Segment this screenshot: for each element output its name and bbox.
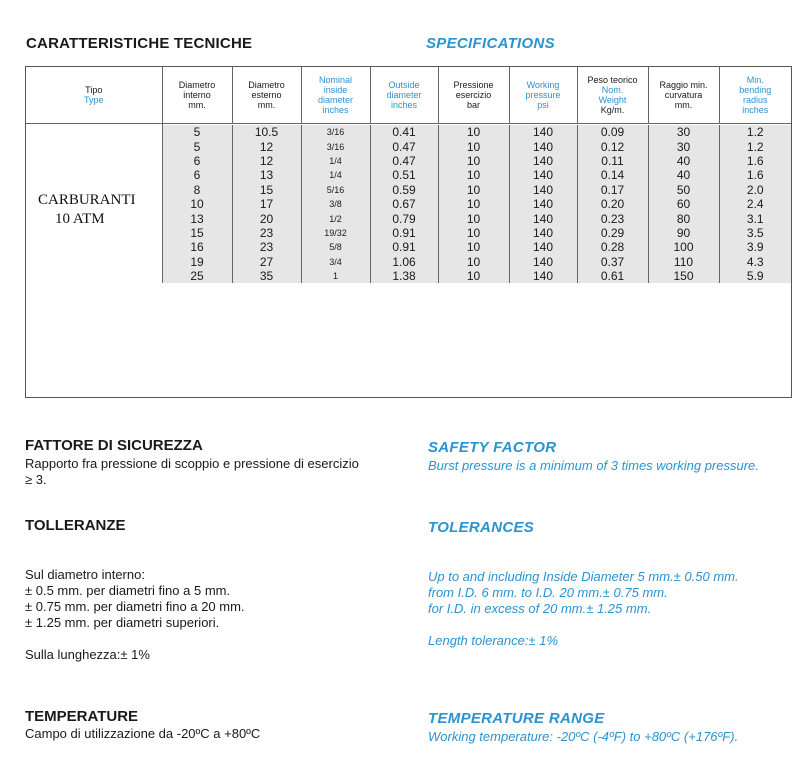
- table-cell: 0.59: [370, 183, 438, 197]
- tolerances-text-it: [25, 567, 245, 663]
- table-cell: 27: [232, 255, 301, 269]
- table-cell: 1.2: [719, 125, 791, 139]
- table-cell: 10: [438, 139, 509, 153]
- table-cell: 0.79: [370, 211, 438, 225]
- table-cell: 30: [648, 125, 719, 139]
- table-cell: 10: [438, 183, 509, 197]
- table-cell: 140: [509, 168, 577, 182]
- table-cell: 20: [232, 211, 301, 225]
- table-cell: 25: [162, 269, 232, 283]
- table-cell: 1: [301, 269, 370, 283]
- col-header-line: Peso teorico: [587, 75, 638, 85]
- col-header-line: Nominal: [318, 75, 352, 85]
- table-cell: 10: [438, 240, 509, 254]
- table-cell: 1.38: [370, 269, 438, 283]
- table-cell-type: [26, 125, 162, 139]
- temperature-title-it: TEMPERATURE: [25, 708, 139, 725]
- col-header-diametro-esterno: [232, 67, 301, 124]
- table-cell-type: [26, 269, 162, 283]
- table-row: [26, 168, 791, 182]
- table-cell-type: [26, 168, 162, 182]
- table-cell: 0.41: [370, 125, 438, 139]
- table-cell: 1/4: [301, 168, 370, 182]
- table-cell: 3.5: [719, 226, 791, 240]
- table-cell: 15: [232, 183, 301, 197]
- tolerances-title-en: TOLERANCES: [428, 519, 535, 536]
- col-header-line: Pressione: [453, 80, 494, 90]
- table-cell: 23: [232, 240, 301, 254]
- table-cell: 12: [232, 139, 301, 153]
- col-header-line: Type: [83, 95, 104, 105]
- table-cell: 10: [162, 197, 232, 211]
- spec-table-box: [25, 66, 792, 398]
- col-header-line: inside: [323, 85, 348, 95]
- table-row: [26, 240, 791, 254]
- col-header-line: Working: [526, 80, 560, 90]
- table-cell: 10: [438, 226, 509, 240]
- table-cell: 10: [438, 211, 509, 225]
- text-line: Sulla lunghezza:± 1%: [25, 647, 150, 662]
- table-cell: 5.9: [719, 269, 791, 283]
- table-cell: 35: [232, 269, 301, 283]
- table-cell: 2.4: [719, 197, 791, 211]
- col-header-line: pressure: [525, 90, 561, 100]
- col-header-line: esercizio: [455, 90, 492, 100]
- table-cell: 140: [509, 125, 577, 139]
- table-cell: 0.23: [577, 211, 648, 225]
- col-header-line: bar: [466, 100, 480, 110]
- table-row: [26, 269, 791, 283]
- table-cell: 100: [648, 240, 719, 254]
- text-line: ± 1.25 mm. per diametri superiori.: [25, 615, 220, 630]
- col-header-peso: [577, 67, 648, 124]
- table-cell: 0.37: [577, 255, 648, 269]
- table-cell: 10: [438, 269, 509, 283]
- text-line: Up to and including Inside Diameter 5 mm.± 0.50 mm.: [428, 569, 739, 584]
- col-header-line: Min.: [746, 75, 764, 85]
- col-header-pressione: [438, 67, 509, 124]
- col-header-line: diameter: [317, 95, 353, 105]
- table-cell: 40: [648, 168, 719, 182]
- table-cell: 17: [232, 197, 301, 211]
- type-label-line: 10 ATM: [55, 211, 105, 227]
- spec-header-row: [26, 67, 791, 124]
- table-cell: 6: [162, 168, 232, 182]
- type-label: [38, 191, 136, 229]
- table-row: [26, 139, 791, 153]
- col-header-diametro-interno: [162, 67, 232, 124]
- col-header-bending-radius: [719, 67, 791, 124]
- table-cell: 1.6: [719, 168, 791, 182]
- spec-table-body: [26, 124, 791, 284]
- spec-table: [26, 67, 791, 283]
- table-cell: 1.2: [719, 139, 791, 153]
- col-header-line: interno: [183, 90, 211, 100]
- text-line: Length tolerance:± 1%: [428, 633, 558, 648]
- col-header-raggio: [648, 67, 719, 124]
- table-cell: 0.67: [370, 197, 438, 211]
- table-cell: 50: [648, 183, 719, 197]
- table-cell: 0.17: [577, 183, 648, 197]
- table-cell: 140: [509, 197, 577, 211]
- table-cell: 110: [648, 255, 719, 269]
- text-line: ≥ 3.: [25, 472, 47, 487]
- table-row: [26, 154, 791, 168]
- table-cell: 40: [648, 154, 719, 168]
- table-cell: 13: [162, 211, 232, 225]
- col-header-line: curvatura: [664, 90, 703, 100]
- table-cell: 140: [509, 154, 577, 168]
- col-header-line: esterno: [251, 90, 282, 100]
- table-cell: 0.91: [370, 226, 438, 240]
- table-cell: 23: [232, 226, 301, 240]
- table-cell: 1.06: [370, 255, 438, 269]
- table-cell: 3.9: [719, 240, 791, 254]
- table-cell: 0.47: [370, 154, 438, 168]
- safety-text-en: [428, 458, 759, 474]
- table-cell: 1/2: [301, 211, 370, 225]
- text-line-blank: [428, 617, 739, 633]
- temperature-text-en: [428, 729, 738, 745]
- col-header-line: Tipo: [85, 85, 103, 95]
- table-cell: 10.5: [232, 125, 301, 139]
- safety-text-it: [25, 456, 359, 488]
- col-header-line: mm.: [188, 100, 206, 110]
- table-cell: 19/32: [301, 226, 370, 240]
- table-cell: 0.29: [577, 226, 648, 240]
- text-line: Rapporto fra pressione di scoppio e pressione di esercizio: [25, 456, 359, 471]
- table-cell-type: [26, 255, 162, 269]
- col-header-line: inches: [390, 100, 417, 110]
- table-cell: 30: [648, 139, 719, 153]
- safety-title-en: SAFETY FACTOR: [428, 439, 557, 456]
- table-cell: 0.14: [577, 168, 648, 182]
- table-row: [26, 226, 791, 240]
- table-cell: 0.51: [370, 168, 438, 182]
- col-header-line: Outside: [388, 80, 420, 90]
- col-header-line: Diametro: [248, 80, 285, 90]
- table-cell: 10: [438, 125, 509, 139]
- table-row: [26, 197, 791, 211]
- table-cell: 3.1: [719, 211, 791, 225]
- type-label-line: CARBURANTI: [38, 192, 136, 208]
- table-cell: 0.20: [577, 197, 648, 211]
- col-header-line: inches: [742, 105, 769, 115]
- table-cell: 0.12: [577, 139, 648, 153]
- table-row: [26, 255, 791, 269]
- text-line-blank: [25, 631, 245, 647]
- table-cell: 12: [232, 154, 301, 168]
- table-cell: 140: [509, 240, 577, 254]
- table-cell: 16: [162, 240, 232, 254]
- table-cell-type: [26, 240, 162, 254]
- table-cell: 3/16: [301, 125, 370, 139]
- col-header-line: Weight: [598, 95, 627, 105]
- table-cell: 140: [509, 269, 577, 283]
- table-cell: 140: [509, 211, 577, 225]
- col-header-nominal-inside: [301, 67, 370, 124]
- table-cell: 0.47: [370, 139, 438, 153]
- table-cell: 60: [648, 197, 719, 211]
- safety-title-it: FATTORE DI SICUREZZA: [25, 437, 203, 454]
- table-cell: 90: [648, 226, 719, 240]
- table-cell: 6: [162, 154, 232, 168]
- text-line: Burst pressure is a minimum of 3 times working pressure.: [428, 458, 759, 473]
- col-header-line: inches: [322, 105, 349, 115]
- table-cell-type: [26, 154, 162, 168]
- temperature-text-it: [25, 726, 260, 742]
- table-cell: 13: [232, 168, 301, 182]
- table-cell: 1/4: [301, 154, 370, 168]
- table-cell: 5/16: [301, 183, 370, 197]
- tolerances-text-en: [428, 569, 739, 649]
- table-cell: 140: [509, 255, 577, 269]
- col-header-line: mm.: [257, 100, 276, 110]
- temperature-title-en: TEMPERATURE RANGE: [428, 710, 605, 727]
- table-cell: 10: [438, 255, 509, 269]
- table-cell: 10: [438, 197, 509, 211]
- table-cell: 10: [438, 154, 509, 168]
- table-row: [26, 211, 791, 225]
- col-header-tipo: [26, 67, 162, 124]
- table-cell: 150: [648, 269, 719, 283]
- text-line: ± 0.75 mm. per diametri fino a 20 mm.: [25, 599, 245, 614]
- table-cell: 3/16: [301, 139, 370, 153]
- table-cell: 1.6: [719, 154, 791, 168]
- text-line: from I.D. 6 mm. to I.D. 20 mm.± 0.75 mm.: [428, 585, 668, 600]
- table-cell: 4.3: [719, 255, 791, 269]
- col-header-line: psi: [537, 100, 549, 110]
- col-header-line: bending: [739, 85, 772, 95]
- table-cell: 0.09: [577, 125, 648, 139]
- col-header-line: radius: [742, 95, 768, 105]
- table-cell: 5: [162, 139, 232, 153]
- text-line: for I.D. in excess of 20 mm.± 1.25 mm.: [428, 601, 652, 616]
- table-cell: 5/8: [301, 240, 370, 254]
- table-cell: 15: [162, 226, 232, 240]
- col-header-line: diameter: [386, 90, 422, 100]
- col-header-line: mm.: [674, 100, 693, 110]
- tolerances-title-it: TOLLERANZE: [25, 517, 126, 534]
- table-cell: 19: [162, 255, 232, 269]
- table-cell: 0.11: [577, 154, 648, 168]
- text-line: Campo di utilizzazione da -20ºC a +80ºC: [25, 726, 261, 741]
- table-cell: 3/4: [301, 255, 370, 269]
- table-cell: 2.0: [719, 183, 791, 197]
- table-cell-type: [26, 139, 162, 153]
- text-line: Working temperature: -20ºC (-4ºF) to +80ºC (+176ºF).: [428, 729, 739, 744]
- col-header-line: Nom.: [601, 85, 624, 95]
- table-cell: 5: [162, 125, 232, 139]
- table-cell: 0.28: [577, 240, 648, 254]
- col-header-outside-diameter: [370, 67, 438, 124]
- heading-it: CARATTERISTICHE TECNICHE: [26, 35, 253, 52]
- table-row: [26, 125, 791, 139]
- table-cell: 8: [162, 183, 232, 197]
- col-header-line: Diametro: [178, 80, 216, 90]
- table-row: [26, 183, 791, 197]
- col-header-line: Raggio min.: [659, 80, 708, 90]
- table-cell: 3/8: [301, 197, 370, 211]
- table-cell: 0.61: [577, 269, 648, 283]
- table-cell: 140: [509, 183, 577, 197]
- table-cell: 80: [648, 211, 719, 225]
- table-cell: 140: [509, 139, 577, 153]
- table-cell: 10: [438, 168, 509, 182]
- col-header-line: Kg/m.: [600, 105, 625, 115]
- table-cell: 140: [509, 226, 577, 240]
- table-cell: 0.91: [370, 240, 438, 254]
- heading-en: SPECIFICATIONS: [426, 35, 555, 52]
- text-line: Sul diametro interno:: [25, 567, 145, 582]
- text-line: ± 0.5 mm. per diametri fino a 5 mm.: [25, 583, 231, 598]
- col-header-working-pressure: [509, 67, 577, 124]
